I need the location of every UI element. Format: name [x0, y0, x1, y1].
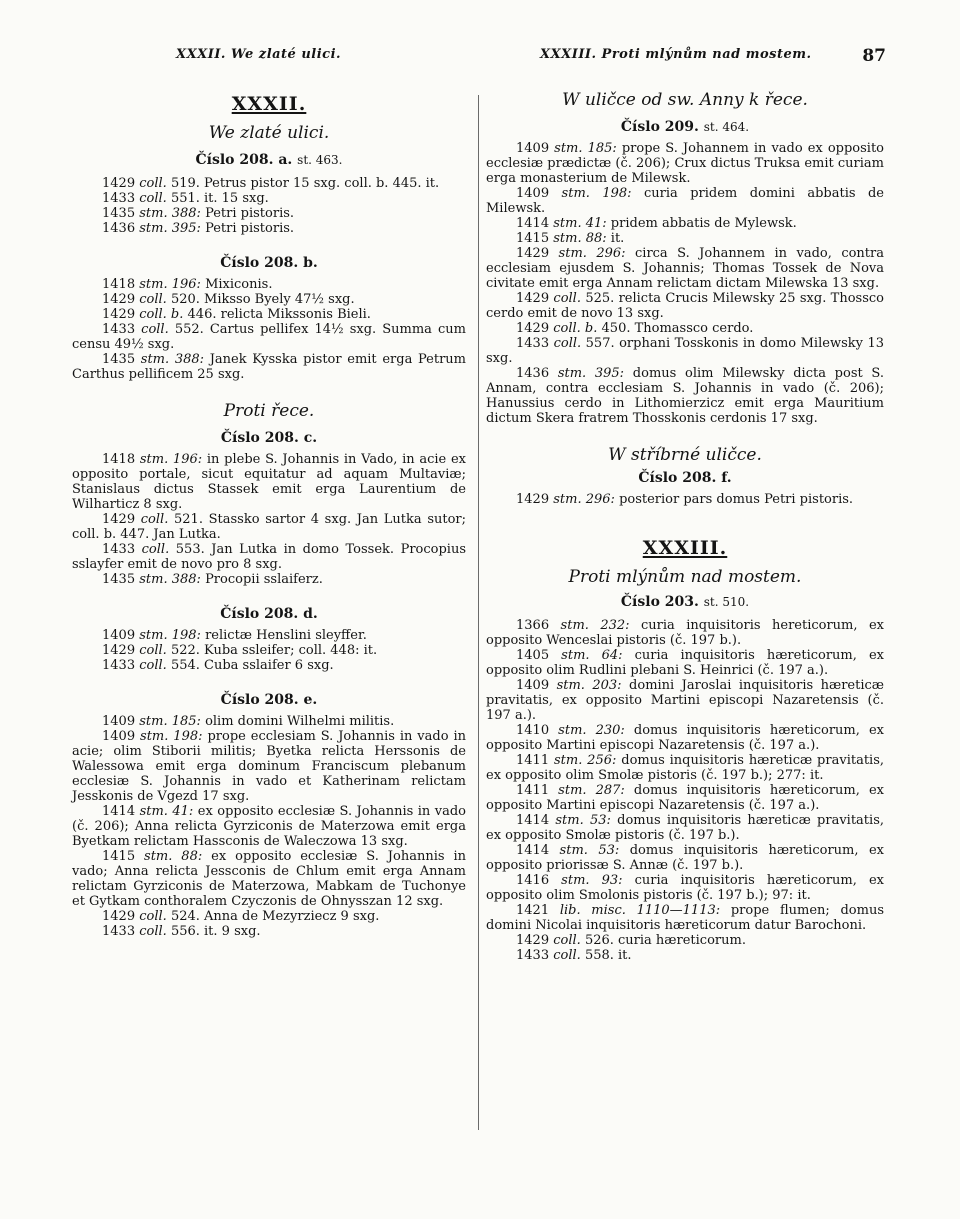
entry-year: 1429	[102, 292, 136, 307]
entry-year: 1429	[516, 321, 550, 336]
entry-source: stm. 395:	[139, 221, 201, 236]
entry-text: domus inquisitoris hæreticorum, ex opposito Martini episcopi Nazaretensis (č. 197 a.).	[486, 723, 884, 753]
chapter-number: XXXIII.	[642, 537, 728, 559]
entry-text: curia pridem domini abbatis de Milewsk.	[486, 186, 884, 216]
entry-year: 1414	[516, 813, 550, 828]
entry-paragraph	[72, 643, 466, 658]
entry-text: it.	[610, 231, 625, 246]
entry-source: coll.	[553, 933, 581, 948]
entry-source: coll.	[553, 948, 581, 963]
entry-text: ex opposito ecclesiæ S. Johannis in vado; Anna relicta Jessconis de Chlum emit erga Annam relictam Gyrziconis de Materzowa, Mabkam de Tuchonye et Gytkam conthoralem Czyczonis de Ohnysszan 12 sxg.	[72, 849, 466, 909]
entry-text: curia inquisitoris hereticorum, ex opposito Wenceslai pistoris (č. 197 b.).	[486, 618, 884, 648]
entry-text: 525. relicta Crucis Milewsky 25 sxg. Thossco cerdo emit de novo 13 sxg.	[486, 291, 884, 321]
entry-year: 1433	[102, 924, 136, 939]
entry-paragraph	[486, 618, 884, 648]
entry-source: stm. 88:	[144, 849, 203, 864]
entry-source: coll.	[139, 176, 167, 191]
entry-paragraph	[72, 206, 466, 221]
entry-text: circa S. Johannem in vado, contra ecclesiam ejusdem S. Johannis; Thomas Tossek de Nova civitate emit erga Annam relictam dictam Milewska 13 sxg.	[486, 246, 884, 291]
entry-source: stm. 198:	[561, 186, 632, 201]
entry-year: 1405	[516, 648, 550, 663]
entry-year: 1411	[516, 783, 550, 798]
entry-year: 1433	[102, 322, 136, 337]
entry-text: Petri pistoris.	[205, 221, 295, 236]
entry-paragraph	[486, 723, 884, 753]
entry-source: stm. 287:	[558, 783, 625, 798]
entry-paragraph	[72, 849, 466, 909]
entry-paragraph	[72, 542, 466, 572]
entry-paragraph	[486, 141, 884, 186]
entry-source: coll. b.	[139, 307, 184, 322]
entry-year: 1411	[516, 753, 550, 768]
entry-paragraph	[72, 292, 466, 307]
entry-text: 520. Miksso Byely 47½ sxg.	[170, 292, 355, 307]
entry-year: 1416	[516, 873, 550, 888]
entry-paragraph	[72, 307, 466, 322]
entry-paragraph	[72, 352, 466, 382]
entry-paragraph	[486, 753, 884, 783]
entry-source: coll.	[139, 658, 167, 673]
entry-year: 1433	[516, 336, 550, 351]
entry-text: 553. Jan Lutka in domo Tossek. Procopius sslayfer emit de novo pro 8 sxg.	[72, 542, 467, 572]
entry-year: 1409	[102, 729, 136, 744]
entry-paragraph	[72, 176, 466, 191]
entry-source: stm. 296:	[553, 492, 615, 507]
entry-text: ex opposito ecclesiæ S. Johannis in vado (č. 206); Anna relicta Gyrziconis de Materzowa emit erga Byetkam relictam Hassconis de Waleczowa 13 sxg.	[72, 804, 466, 849]
entry-source: stm. 198:	[139, 628, 201, 643]
entry-year: 1421	[516, 903, 550, 918]
entry-paragraph	[72, 658, 466, 673]
entry-text: prope ecclesiam S. Johannis in vado in acie; olim Stiborii militis; Byetka relicta Herssonis de Walessowa emit erga dominum Franciscum plebanum ecclesiæ S. Johannis in vado et Katherinam relictam Jesskonis de Vgezd 17 sxg.	[72, 729, 467, 804]
entry-paragraph	[72, 729, 466, 804]
entry-year: 1433	[102, 658, 136, 673]
entry-text: 450. Thomassco cerdo.	[601, 321, 754, 336]
entry-source: lib. misc. 1110—1113:	[559, 903, 721, 918]
entry-source: coll.	[553, 291, 581, 306]
house-entries	[486, 492, 884, 507]
entry-source: coll.	[139, 191, 167, 206]
entry-source: stm. 388:	[139, 206, 201, 221]
entry-source: stm. 232:	[560, 618, 630, 633]
entry-year: 1435	[102, 206, 136, 221]
running-head-right: XXXIII. Proti mlýnům nad mostem.	[540, 47, 812, 62]
entry-year: 1429	[102, 909, 136, 924]
house-heading: Číslo 208. d.	[220, 606, 318, 622]
entry-text: 522. Kuba ssleifer; coll. 448: it.	[170, 643, 378, 658]
entry-paragraph	[72, 572, 466, 587]
entry-year: 1414	[102, 804, 136, 819]
entry-year: 1436	[102, 221, 136, 236]
entry-text: 557. orphani Tosskonis in domo Milewsky 13 sxg.	[486, 336, 884, 366]
entry-text: relictæ Henslini sleyffer.	[205, 628, 367, 643]
entry-text: 558. it.	[584, 948, 632, 963]
entry-paragraph	[486, 903, 884, 933]
entry-year: 1409	[516, 678, 550, 693]
house-entries	[72, 714, 466, 939]
entry-paragraph	[72, 512, 466, 542]
entry-text: prope S. Johannem in vado ex opposito ecclesiæ prædictæ (č. 206); Crux dictus Truksa emit curiam erga monasterium de Milewsk.	[486, 141, 884, 186]
entry-paragraph	[72, 909, 466, 924]
running-head-left: XXXII. We zlaté ulici.	[176, 47, 342, 62]
entry-paragraph	[486, 366, 884, 426]
street-title: W stříbrné uličce.	[608, 445, 762, 465]
entry-text: domus olim Milewsky dicta post S. Annam, contra ecclesiam S. Johannis in vado (č. 206); Hanussius cerdo in Lithomierzicz emit erga Mauritium dictum Skera fratrem Thosskonis cerdonis 17 sxg.	[486, 366, 885, 426]
entry-year: 1429	[102, 512, 136, 527]
entry-source: coll.	[139, 924, 167, 939]
entry-text: 554. Cuba sslaifer 6 sxg.	[170, 658, 334, 673]
entry-paragraph	[72, 804, 466, 849]
entry-paragraph	[486, 843, 884, 873]
entry-paragraph	[486, 321, 884, 336]
entry-source: stm. 388:	[139, 572, 201, 587]
entry-text: domus inquisitoris hæreticæ pravitatis, ex opposito Smolæ pistoris (č. 197 b.).	[486, 813, 884, 843]
entry-year: 1410	[516, 723, 550, 738]
entry-paragraph	[486, 336, 884, 366]
entry-year: 1433	[102, 191, 136, 206]
entry-paragraph	[486, 231, 884, 246]
street-title: W uličce od sw. Anny k řece.	[562, 90, 808, 110]
entry-paragraph	[486, 648, 884, 678]
entry-text: in plebe S. Johannis in Vado, in acie ex opposito portale, sicut equitatur ad aquam Multaviæ; Stanislaus dictus Stassek emit erga Laurentium de Wilharticz 8 sxg.	[72, 452, 467, 512]
entry-source: coll.	[141, 542, 170, 557]
entry-year: 1414	[516, 843, 550, 858]
entry-source: stm. 203:	[556, 678, 622, 693]
entry-source: stm. 185:	[554, 141, 617, 156]
entry-paragraph	[72, 452, 466, 512]
entry-paragraph	[486, 216, 884, 231]
entry-source: stm. 53:	[559, 843, 620, 858]
entry-source: coll.	[140, 512, 169, 527]
entry-paragraph	[72, 322, 466, 352]
entry-text: Mixiconis.	[205, 277, 273, 292]
entry-paragraph	[486, 813, 884, 843]
entry-year: 1429	[516, 246, 550, 261]
entry-paragraph	[486, 492, 884, 507]
entry-text: 556. it. 9 sxg.	[170, 924, 261, 939]
entry-year: 1433	[102, 542, 136, 557]
entry-year: 1429	[516, 291, 550, 306]
entry-text: domus inquisitoris hæreticorum, ex opposito priorissæ S. Annæ (č. 197 b.).	[486, 843, 884, 873]
entry-source: stm. 64:	[561, 648, 623, 663]
page-number: 87	[862, 46, 886, 66]
entry-paragraph	[72, 924, 466, 939]
entry-text: Procopii sslaiferz.	[205, 572, 323, 587]
house-heading: Číslo 208. f.	[638, 470, 732, 486]
entry-source: stm. 388:	[140, 352, 205, 367]
entry-year: 1414	[516, 216, 550, 231]
entry-source: stm. 88:	[553, 231, 607, 246]
street-title: Proti řece.	[223, 401, 315, 421]
house-heading: Číslo 208. b.	[220, 255, 318, 271]
house-heading: Číslo 203. st. 510.	[620, 594, 750, 610]
house-entries	[486, 141, 884, 426]
entry-source: stm. 296:	[558, 246, 626, 261]
house-entries	[72, 277, 466, 382]
entry-year: 1433	[516, 948, 550, 963]
entry-source: coll.	[553, 336, 582, 351]
entry-year: 1418	[102, 277, 136, 292]
entry-text: posterior pars domus Petri pistoris.	[619, 492, 854, 507]
entry-paragraph	[72, 277, 466, 292]
entry-text: 521. Stassko sartor 4 sxg. Jan Lutka sutor; coll. b. 447. Jan Lutka.	[72, 512, 467, 542]
entry-source: stm. 256:	[553, 753, 617, 768]
entry-text: 446. relicta Mikssonis Bieli.	[187, 307, 371, 322]
entry-text: 552. Cartus pellifex 14½ sxg. Summa cum censu 49½ sxg.	[72, 322, 466, 352]
entry-year: 1429	[102, 176, 136, 191]
entry-text: domus inquisitoris hæreticorum, ex opposito Martini episcopi Nazaretensis (č. 197 a.).	[486, 783, 884, 813]
entry-year: 1429	[102, 307, 136, 322]
entry-text: Petri pistoris.	[205, 206, 295, 221]
street-title: We zlaté ulici.	[208, 123, 330, 143]
chapter-number: XXXII.	[231, 93, 307, 115]
entry-paragraph	[486, 291, 884, 321]
entry-year: 1409	[102, 714, 136, 729]
street-title: Proti mlýnům nad mostem.	[568, 567, 802, 587]
entry-paragraph	[486, 948, 884, 963]
entry-text: 551. it. 15 sxg.	[170, 191, 269, 206]
entry-source: stm. 395:	[557, 366, 625, 381]
entry-source: stm. 196:	[139, 452, 203, 467]
entry-source: stm. 185:	[139, 714, 201, 729]
entry-year: 1429	[102, 643, 136, 658]
entry-text: domini Jaroslai inquisitoris hæreticæ pravitatis, ex opposito Martini episcopi Nazaretensis (č. 197 a.).	[486, 678, 885, 723]
entry-year: 1366	[516, 618, 550, 633]
entry-source: stm. 230:	[558, 723, 625, 738]
house-entries	[72, 176, 466, 236]
entry-text: 519. Petrus pistor 15 sxg. coll. b. 445. it.	[170, 176, 440, 191]
entry-source: coll.	[139, 909, 167, 924]
entry-year: 1429	[516, 933, 550, 948]
entry-source: stm. 93:	[561, 873, 623, 888]
house-entries	[72, 628, 466, 673]
entry-source: coll.	[139, 292, 167, 307]
entry-source: coll.	[141, 322, 169, 337]
house-heading: Číslo 209. st. 464.	[620, 119, 750, 135]
entry-year: 1435	[102, 572, 136, 587]
entry-paragraph	[72, 191, 466, 206]
house-entries	[72, 452, 466, 587]
entry-source: stm. 41:	[553, 216, 607, 231]
entry-text: olim domini Wilhelmi militis.	[205, 714, 395, 729]
house-heading: Číslo 208. c.	[220, 430, 318, 446]
entry-year: 1409	[516, 186, 550, 201]
entry-source: coll.	[139, 643, 167, 658]
entry-text: curia inquisitoris hæreticorum, ex opposito olim Rudlini plebani S. Heinrici (č. 197 a.).	[486, 648, 884, 678]
entry-text: prope flumen; domus domini Nicolai inquisitoris hæreticorum datur Barochoni.	[486, 903, 884, 933]
entry-paragraph	[486, 246, 884, 291]
house-heading: Číslo 208. a. st. 463.	[195, 152, 343, 168]
entry-text: domus inquisitoris hæreticæ pravitatis, ex opposito olim Smolæ pistoris (č. 197 b.); 277: it.	[486, 753, 885, 783]
entry-source: coll. b.	[553, 321, 598, 336]
entry-paragraph	[486, 678, 884, 723]
column-divider	[478, 95, 479, 1130]
entry-text: curia inquisitoris hæreticorum, ex opposito olim Smolonis pistoris (č. 197 b.); 97: it.	[486, 873, 884, 903]
entry-text: pridem abbatis de Mylewsk.	[610, 216, 797, 231]
entry-paragraph	[486, 186, 884, 216]
entry-paragraph	[486, 873, 884, 903]
entry-year: 1436	[516, 366, 550, 381]
entry-source: stm. 198:	[140, 729, 203, 744]
entry-paragraph	[486, 933, 884, 948]
house-entries	[486, 618, 884, 963]
entry-year: 1418	[102, 452, 136, 467]
entry-paragraph	[486, 783, 884, 813]
left-column	[72, 93, 466, 939]
house-heading: Číslo 208. e.	[220, 692, 318, 708]
entry-source: stm. 53:	[555, 813, 611, 828]
entry-year: 1429	[516, 492, 550, 507]
right-column	[486, 90, 885, 963]
entry-text: 524. Anna de Mezyrziecz 9 sxg.	[170, 909, 380, 924]
entry-paragraph	[72, 221, 466, 236]
entry-paragraph	[72, 714, 466, 729]
entry-text: Janek Kysska pistor emit erga Petrum Carthus pellificem 25 sxg.	[72, 352, 466, 382]
entry-year: 1415	[516, 231, 550, 246]
entry-source: stm. 196:	[139, 277, 201, 292]
entry-year: 1435	[102, 352, 136, 367]
entry-year: 1409	[102, 628, 136, 643]
entry-source: stm. 41:	[139, 804, 194, 819]
entry-year: 1415	[102, 849, 136, 864]
entry-year: 1409	[516, 141, 550, 156]
entry-text: 526. curia hæreticorum.	[584, 933, 746, 948]
entry-paragraph	[72, 628, 466, 643]
